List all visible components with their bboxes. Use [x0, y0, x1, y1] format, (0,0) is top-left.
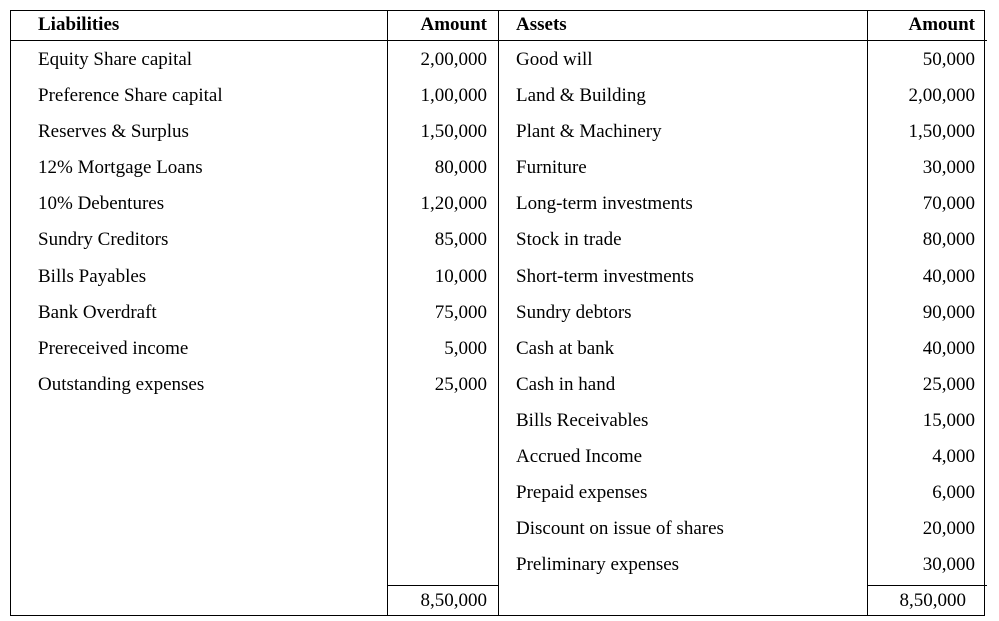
assets-amount-header: Amount	[868, 11, 987, 41]
asset-label: Accrued Income	[516, 446, 643, 468]
liabilities-amount-column	[387, 11, 499, 615]
asset-label: Cash at bank	[516, 337, 615, 359]
asset-amount: 1,50,000	[908, 121, 975, 143]
asset-amount: 80,000	[922, 229, 975, 251]
liability-amount: 10,000	[434, 265, 487, 287]
liabilities-header: Liabilities	[11, 11, 387, 41]
asset-label: Furniture	[516, 157, 587, 179]
liability-amount: 1,20,000	[420, 193, 487, 215]
asset-amount: 70,000	[922, 193, 975, 215]
liabilities-total: 8,50,000	[388, 585, 499, 615]
liabilities-amount-header: Amount	[388, 11, 499, 41]
assets-amounts	[868, 42, 987, 583]
liability-label: Bills Payables	[38, 265, 147, 287]
assets-amount-column	[867, 11, 987, 615]
asset-label: Long-term investments	[516, 193, 693, 215]
liability-label: Sundry Creditors	[38, 229, 169, 251]
liability-amount: 80,000	[434, 157, 487, 179]
asset-amount: 30,000	[922, 554, 975, 576]
liability-amount: 1,00,000	[420, 85, 487, 107]
liability-label: Prereceived income	[38, 337, 189, 359]
asset-amount: 40,000	[922, 337, 975, 359]
liabilities-labels	[11, 42, 387, 403]
balance-sheet-table	[10, 10, 985, 616]
asset-label: Bills Receivables	[516, 409, 649, 431]
liabilities-amounts	[388, 42, 499, 403]
asset-amount: 25,000	[922, 373, 975, 395]
assets-labels	[499, 42, 868, 583]
liability-amount: 75,000	[434, 301, 487, 323]
asset-label: Short-term investments	[516, 265, 694, 287]
liability-amount: 1,50,000	[420, 121, 487, 143]
liability-amount: 85,000	[434, 229, 487, 251]
asset-amount: 30,000	[922, 157, 975, 179]
asset-label: Land & Building	[516, 85, 646, 107]
asset-amount: 15,000	[922, 409, 975, 431]
liability-label: Outstanding expenses	[38, 373, 205, 395]
liability-amount: 5,000	[444, 337, 487, 359]
liability-label: Bank Overdraft	[38, 301, 157, 323]
assets-header: Assets	[499, 11, 868, 41]
liabilities-column	[11, 11, 387, 615]
asset-amount: 6,000	[932, 482, 975, 504]
asset-amount: 90,000	[922, 301, 975, 323]
asset-amount: 50,000	[922, 49, 975, 70]
asset-label: Good will	[516, 49, 593, 70]
liability-amount: 25,000	[434, 373, 487, 395]
asset-label: Prepaid expenses	[516, 482, 648, 504]
asset-label: Preliminary expenses	[516, 554, 680, 576]
asset-label: Plant & Machinery	[516, 121, 662, 143]
asset-label: Cash in hand	[516, 373, 616, 395]
asset-label: Stock in trade	[516, 229, 622, 251]
asset-amount: 20,000	[922, 518, 975, 540]
liability-label: Equity Share capital	[38, 49, 193, 70]
liability-label: 12% Mortgage Loans	[38, 157, 203, 179]
assets-column	[498, 11, 868, 615]
liability-label: Reserves & Surplus	[38, 121, 189, 143]
asset-amount: 2,00,000	[908, 85, 975, 107]
asset-label: Sundry debtors	[516, 301, 632, 323]
asset-amount: 40,000	[922, 265, 975, 287]
asset-label: Discount on issue of shares	[516, 518, 724, 540]
asset-amount: 4,000	[932, 446, 975, 468]
liability-label: Preference Share capital	[38, 85, 223, 107]
liability-label: 10% Debentures	[38, 193, 165, 215]
liability-amount: 2,00,000	[420, 49, 487, 70]
assets-total: 8,50,000	[868, 585, 987, 615]
